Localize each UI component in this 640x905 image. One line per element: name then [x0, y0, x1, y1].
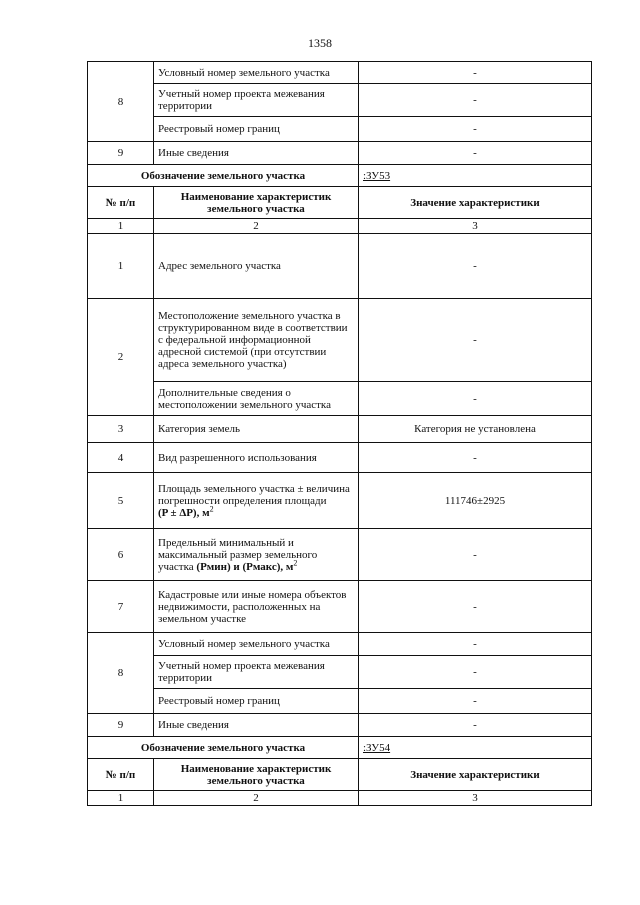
column-number: 1	[88, 791, 154, 806]
characteristic-value: -	[359, 581, 592, 633]
table-row	[88, 62, 592, 84]
row-number: 4	[88, 443, 154, 473]
characteristic-name: Реестровый номер границ	[154, 117, 359, 142]
characteristic-value: -	[359, 656, 592, 689]
row-number: 2	[88, 299, 154, 416]
characteristic-name: Условный номер земельного участка	[154, 633, 359, 656]
header-name: Наименование характеристик земельного участка	[154, 187, 359, 219]
row-number: 5	[88, 473, 154, 529]
table-row	[88, 689, 592, 714]
plot-designation-label: Обозначение земельного участка	[88, 165, 359, 187]
characteristic-name: Реестровый номер границ	[154, 689, 359, 714]
row-number: 7	[88, 581, 154, 633]
characteristic-value: -	[359, 443, 592, 473]
characteristic-name	[154, 473, 359, 529]
column-header-row	[88, 187, 592, 219]
characteristic-value: -	[359, 234, 592, 299]
column-number: 3	[359, 219, 592, 234]
name-formula: (P ± ΔP), м	[158, 506, 210, 519]
characteristic-value: -	[359, 382, 592, 416]
characteristic-name: Иные сведения	[154, 142, 359, 165]
table-row	[88, 443, 592, 473]
unit-superscript: 2	[209, 503, 214, 513]
table-row	[88, 382, 592, 416]
row-number: 6	[88, 529, 154, 581]
plot-designation-code	[359, 165, 592, 187]
name-formula: (Pмин) и (Pмакс), м	[196, 560, 294, 573]
header-num: № п/п	[88, 759, 154, 791]
characteristic-name: Дополнительные сведения о местоположении земельного участка	[154, 382, 359, 416]
table-row	[88, 656, 592, 689]
row-number: 8	[88, 633, 154, 714]
page-number: 1358	[308, 36, 332, 50]
characteristic-name: Адрес земельного участка	[154, 234, 359, 299]
row-number: 1	[88, 234, 154, 299]
plot-designation-row	[88, 737, 592, 759]
characteristic-name: Категория земель	[154, 416, 359, 443]
characteristic-name: Местоположение земельного участка в структурированном виде в соответствии с федеральной информационной адресной системой (при отсутствии адреса земельного участка)	[154, 299, 359, 382]
table-row	[88, 117, 592, 142]
table-row	[88, 529, 592, 581]
table-row	[88, 714, 592, 737]
table-row	[88, 234, 592, 299]
characteristic-name	[154, 529, 359, 581]
characteristic-name: Иные сведения	[154, 714, 359, 737]
column-number-row	[88, 219, 592, 234]
plot-designation-row	[88, 165, 592, 187]
plot-code: :ЗУ54	[363, 741, 391, 754]
characteristic-name: Условный номер земельного участка	[154, 62, 359, 84]
row-number: 3	[88, 416, 154, 443]
plot-code: :ЗУ53	[363, 169, 391, 182]
table-row	[88, 84, 592, 117]
row-number: 8	[88, 62, 154, 142]
name-text: Предельный минимальный и максимальный размер земельного участка	[158, 536, 318, 573]
table-row	[88, 142, 592, 165]
characteristic-value: -	[359, 117, 592, 142]
row-number: 9	[88, 142, 154, 165]
plot-designation-label: Обозначение земельного участка	[88, 737, 359, 759]
characteristic-value: -	[359, 529, 592, 581]
table-row	[88, 299, 592, 382]
unit-superscript: 2	[293, 557, 298, 567]
characteristic-value: Категория не установлена	[359, 416, 592, 443]
column-number-row	[88, 791, 592, 806]
header-num: № п/п	[88, 187, 154, 219]
table-row	[88, 416, 592, 443]
table-row	[88, 633, 592, 656]
characteristic-value: -	[359, 142, 592, 165]
column-header-row	[88, 759, 592, 791]
column-number: 1	[88, 219, 154, 234]
characteristic-value: -	[359, 689, 592, 714]
characteristic-value: -	[359, 714, 592, 737]
header-value: Значение характеристики	[359, 187, 592, 219]
column-number: 3	[359, 791, 592, 806]
characteristic-value: 111746±2925	[359, 473, 592, 529]
characteristic-name: Учетный номер проекта межевания территории	[154, 656, 359, 689]
name-text: Площадь земельного участка ± величина погрешности определения площади	[158, 482, 350, 507]
characteristic-name: Вид разрешенного использования	[154, 443, 359, 473]
table-row	[88, 581, 592, 633]
header-name: Наименование характеристик земельного участка	[154, 759, 359, 791]
column-number: 2	[154, 791, 359, 806]
row-number: 9	[88, 714, 154, 737]
characteristic-name: Кадастровые или иные номера объектов недвижимости, расположенных на земельном участке	[154, 581, 359, 633]
table-row	[88, 473, 592, 529]
characteristic-value: -	[359, 299, 592, 382]
plot-designation-code	[359, 737, 592, 759]
characteristic-value: -	[359, 633, 592, 656]
characteristic-name: Учетный номер проекта межевания территории	[154, 84, 359, 117]
header-value: Значение характеристики	[359, 759, 592, 791]
land-plot-table	[87, 61, 592, 806]
characteristic-value: -	[359, 62, 592, 84]
characteristic-value: -	[359, 84, 592, 117]
column-number: 2	[154, 219, 359, 234]
